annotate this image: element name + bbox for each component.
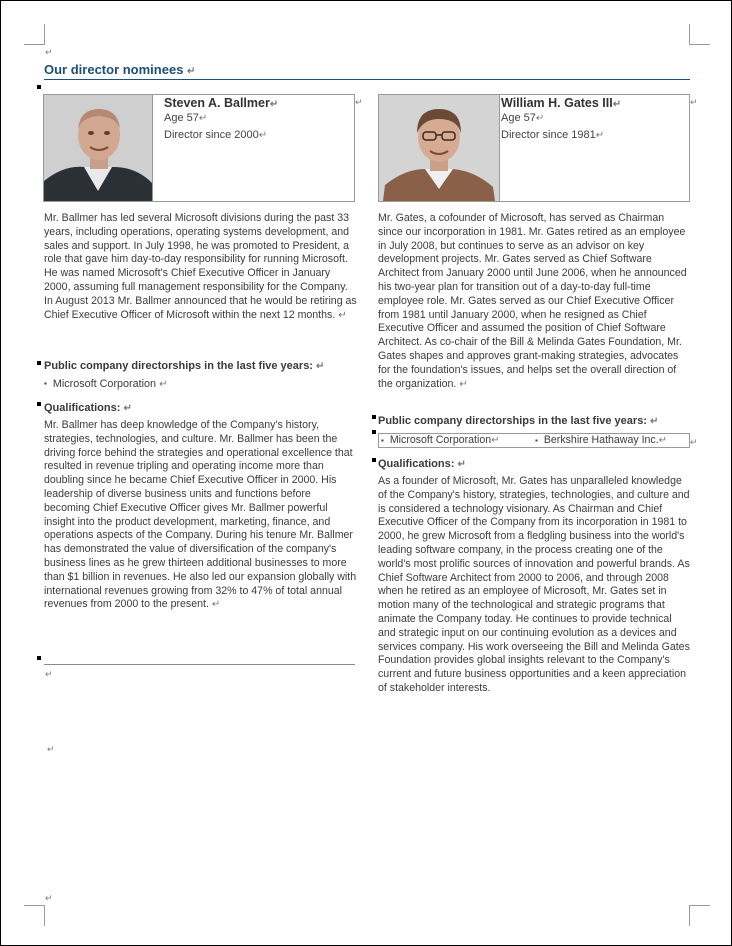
anchor-marker-icon bbox=[372, 430, 376, 434]
anchor-marker-icon bbox=[37, 402, 41, 406]
paragraph-mark-icon: ↵ bbox=[45, 669, 53, 679]
crop-mark-top-right bbox=[689, 24, 710, 45]
qualifications-text: Mr. Ballmer has deep knowledge of the Company's history, strategies, technologies, and culture. Mr. Ballmer has been the driving force behind the strategies and operational excellence that resulted in revenue tripling and operating income more than doubling since he became Chief Executive Officer in 2000. His leadership of diverse business units and functions before becoming Chief Executive Officer gives Mr. Ballmer powerful insight into the product development, marketing, finance, and operations aspects of the Company. During his tenure Mr. Ballmer has demonstrated the value of diversification of the company's business lines as he grew thirteen additional businesses to more than $1 billion in revenues. He also led our expansion globally with international revenues growing from 32% to 47% of total annual revenues from 2000 to the present. ↵ bbox=[44, 419, 357, 611]
director-info bbox=[501, 95, 621, 141]
crop-mark-top-left bbox=[24, 24, 45, 45]
paragraph-mark-icon: ↵ bbox=[45, 47, 53, 57]
director-card bbox=[43, 94, 355, 202]
anchor-marker-icon bbox=[37, 361, 41, 365]
section-title: Our director nominees ↵ bbox=[44, 62, 196, 77]
director-card bbox=[378, 94, 690, 202]
anchor-marker-icon bbox=[372, 415, 376, 419]
portrait-photo bbox=[44, 95, 153, 201]
directorships-heading: Public company directorships in the last five years: ↵ bbox=[44, 360, 325, 372]
director-age: Age 57↵ bbox=[501, 112, 545, 124]
paragraph-mark-icon: ↵ bbox=[355, 97, 363, 107]
directorship-item: ▪ Microsoft Corporation↵ bbox=[381, 434, 500, 447]
director-info bbox=[164, 95, 278, 141]
qualifications-heading: Qualifications: ↵ bbox=[44, 402, 132, 414]
paragraph-mark-icon: ↵ bbox=[45, 893, 53, 903]
director-bio: Mr. Ballmer has led several Microsoft divisions during the past 33 years, including operations, operating systems development, and sales and support. In July 1998, he was promoted to President, a role that gave him day-to-day responsibility for running Microsoft. He was named Microsoft's Chief Executive Officer in January 2000, assuming full management responsibility for the Company. In August 2013 Mr. Ballmer announced that he would be retiring as Chief Executive Officer of Microsoft within the next 12 months. ↵ bbox=[44, 212, 357, 321]
anchor-marker-icon bbox=[37, 85, 41, 89]
director-age: Age 57↵ bbox=[164, 112, 208, 124]
director-bio: Mr. Gates, a cofounder of Microsoft, has served as Chairman since our incorporation in 1981. Mr. Gates retired as an employee in July 2008, but continues to serve as an advisor on key development projects. Mr. Gates served as Chief Software Architect from January 2000 until June 2006, when he announced his two-year plan for transition out of a day-to-day full-time employee role. Mr. Gates served as our Chief Executive Officer from 1981 until January 2000, when he resigned as Chief Executive Officer and assumed the position of Chief Software Architect. As co-chair of the Bill & Melinda Gates Foundation, Mr. Gates shapes and approves grant-making strategies, advocates for the foundation's issues, and helps set the overall direction of the organization. ↵ bbox=[378, 212, 687, 390]
anchor-marker-icon bbox=[37, 656, 41, 660]
anchor-marker-icon bbox=[372, 458, 376, 462]
portrait-photo bbox=[379, 95, 500, 201]
director-since: Director since 1981↵ bbox=[501, 129, 605, 141]
directorship-item: ▪ Microsoft Corporation ↵ bbox=[44, 378, 167, 390]
crop-mark-bottom-right bbox=[689, 905, 710, 926]
paragraph-mark-icon: ↵ bbox=[690, 97, 698, 107]
directorships-table bbox=[378, 433, 690, 448]
title-divider bbox=[44, 79, 690, 80]
qualifications-text: As a founder of Microsoft, Mr. Gates has unparalleled knowledge of the Company's history, strategies, technologies, and culture and is considered a technology visionary. As Chairman and Chief Executive Officer of the Company from its incorporation in 1981 to 2000, he grew Microsoft from a fledgling business into the world's leading software company, in the process creating one of the world's most prolific sources of innovation and powerful brands. As Chief Software Architect from 2000 to 2006, and through 2008 when he retired as an employee of Microsoft, Mr. Gates set in motion many of the technological and strategic programs that animate the Company today. He continues to provide technical and strategic input on our continuing evolution as a devices and services company. His work overseeing the Bill and Melinda Gates Foundation provides global insights relevant to the Company's current and future business opportunities and a keen appreciation of stakeholder interests. bbox=[378, 475, 690, 694]
director-name: William H. Gates III↵ bbox=[501, 96, 622, 110]
directorships-heading: Public company directorships in the last five years: ↵ bbox=[378, 415, 659, 427]
director-since: Director since 2000↵ bbox=[164, 129, 268, 141]
paragraph-mark-icon: ↵ bbox=[47, 744, 55, 754]
qualifications-heading: Qualifications: ↵ bbox=[378, 458, 466, 470]
directorship-item: ▪ Berkshire Hathaway Inc.↵ bbox=[535, 434, 667, 447]
paragraph-mark-icon: ↵ bbox=[690, 437, 698, 447]
director-name: Steven A. Ballmer↵ bbox=[164, 96, 279, 110]
column-end-divider bbox=[44, 664, 355, 665]
crop-mark-bottom-left bbox=[24, 905, 45, 926]
